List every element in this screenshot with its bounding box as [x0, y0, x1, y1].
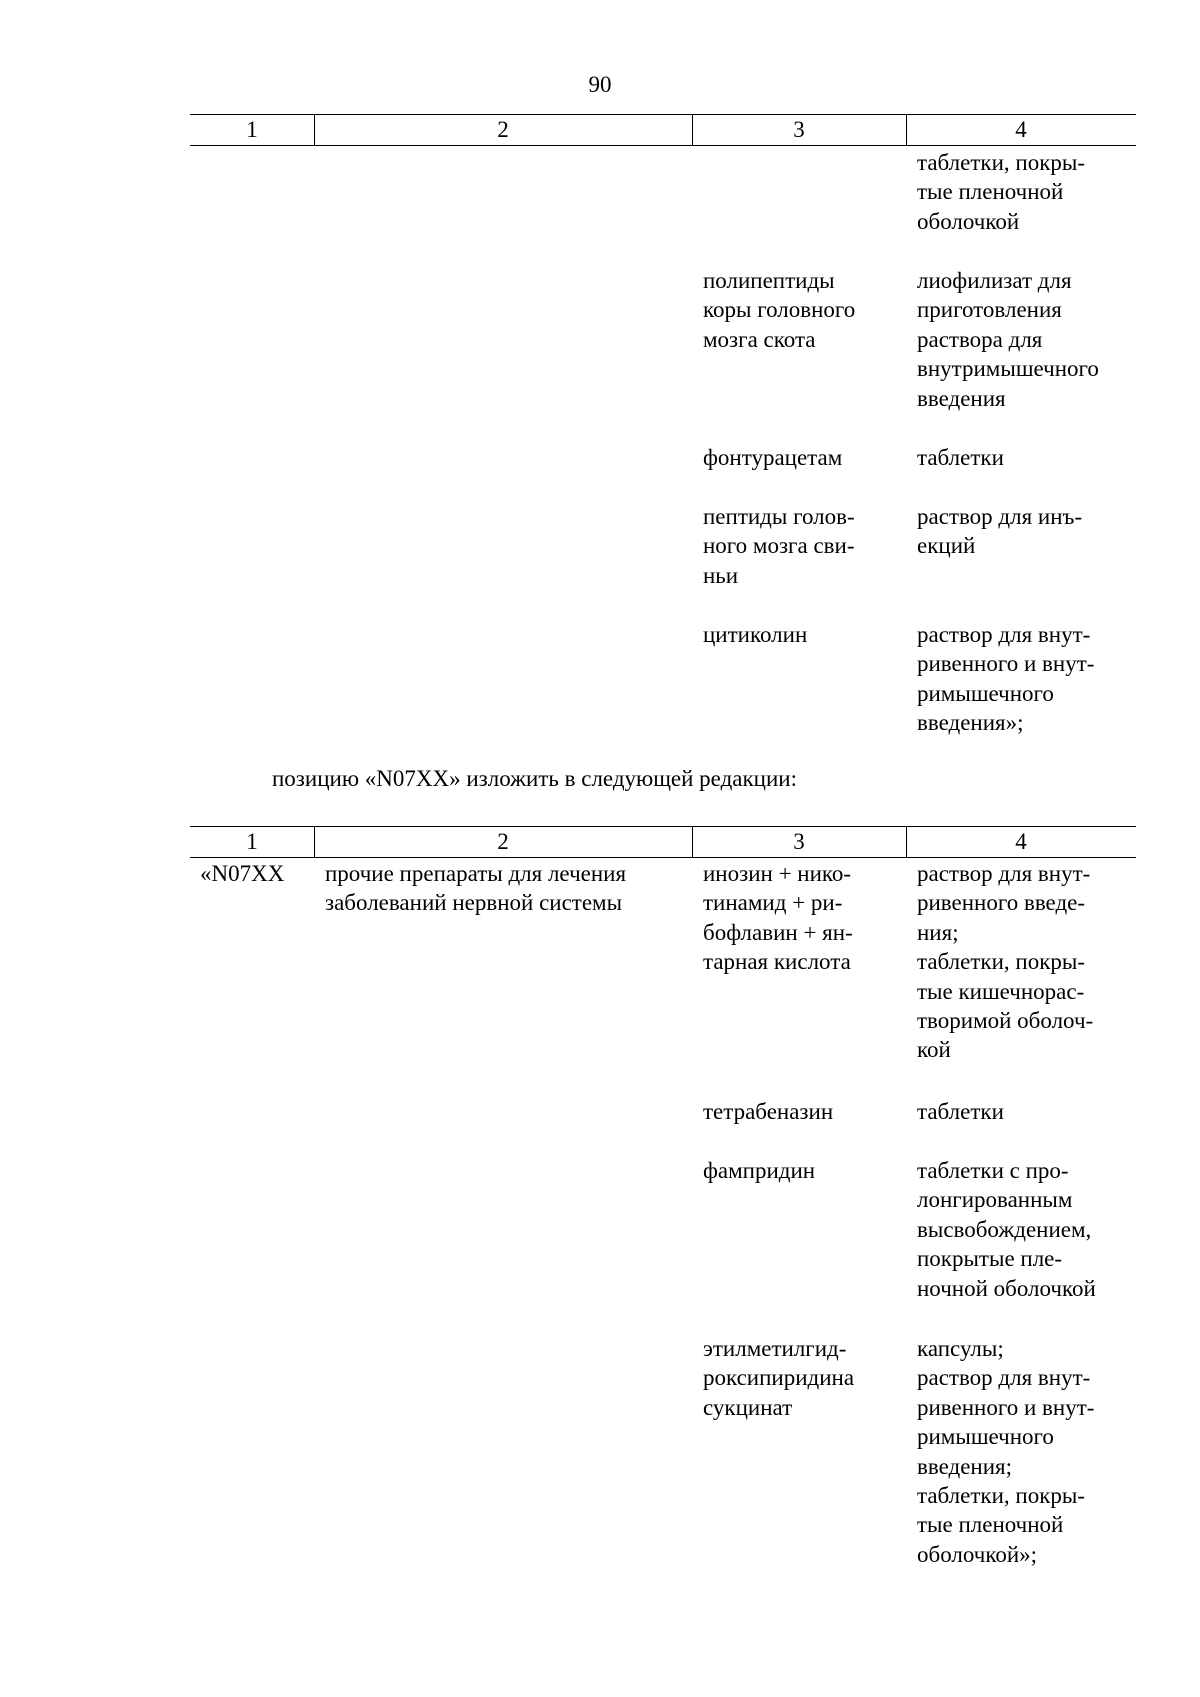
header-col-4: 4	[1015, 829, 1027, 854]
page-number: 90	[588, 72, 612, 97]
header-col-3: 3	[793, 117, 805, 142]
dosage-form-cell: раствор для внут- ривенного введе- ния; таблетки, покры- тые кишечнорас- творимой оболоч- кой	[917, 861, 1094, 1063]
dosage-form-cell: капсулы; раствор для внут- ривенного и внут- римышечного введения; таблетки, покры- тые пленочной оболочкой»;	[917, 1336, 1095, 1567]
dosage-form-cell: раствор для внут- ривенного и внут- римышечного введения»;	[917, 622, 1095, 736]
dosage-form-cell: таблетки	[917, 445, 1004, 470]
instruction-paragraph: позицию «N07XX» изложить в следующей редакции:	[272, 766, 797, 791]
table-header-row	[190, 114, 1136, 146]
dosage-form-cell: таблетки, покры- тые пленочной оболочкой	[917, 150, 1085, 234]
drug-name-cell: фампридин	[703, 1158, 816, 1183]
table-header-row	[190, 826, 1136, 858]
drug-name-cell: цитиколин	[703, 622, 808, 647]
drug-name-cell: тетрабеназин	[703, 1099, 834, 1124]
drug-name-cell: полипептиды коры головного мозга скота	[703, 268, 856, 352]
drug-name-cell: фонтурацетам	[703, 445, 843, 470]
drug-name-cell: этилметилгид- роксипиридина сукцинат	[703, 1336, 855, 1420]
drug-name-cell: инозин + нико- тинамид + ри- бофлавин + ян- тарная кислота	[703, 861, 853, 975]
header-col-1: 1	[246, 117, 258, 142]
atc-group-cell: прочие препараты для лечения заболеваний нервной системы	[325, 861, 627, 916]
header-col-2: 2	[497, 117, 509, 142]
drug-name-cell: пептиды голов- ного мозга сви- ньи	[703, 504, 855, 588]
dosage-form-cell: таблетки	[917, 1099, 1004, 1124]
dosage-form-cell: таблетки с про- лонгированным высвобождением, покрытые пле- ночной оболочкой	[917, 1158, 1096, 1301]
dosage-form-cell: лиофилизат для приготовления раствора для внутримышечного введения	[917, 268, 1099, 411]
dosage-form-cell: раствор для инъ- екций	[917, 504, 1083, 559]
header-col-3: 3	[793, 829, 805, 854]
header-col-1: 1	[246, 829, 258, 854]
header-col-4: 4	[1015, 117, 1027, 142]
atc-code-cell: «N07XX	[200, 861, 285, 886]
header-col-2: 2	[497, 829, 509, 854]
